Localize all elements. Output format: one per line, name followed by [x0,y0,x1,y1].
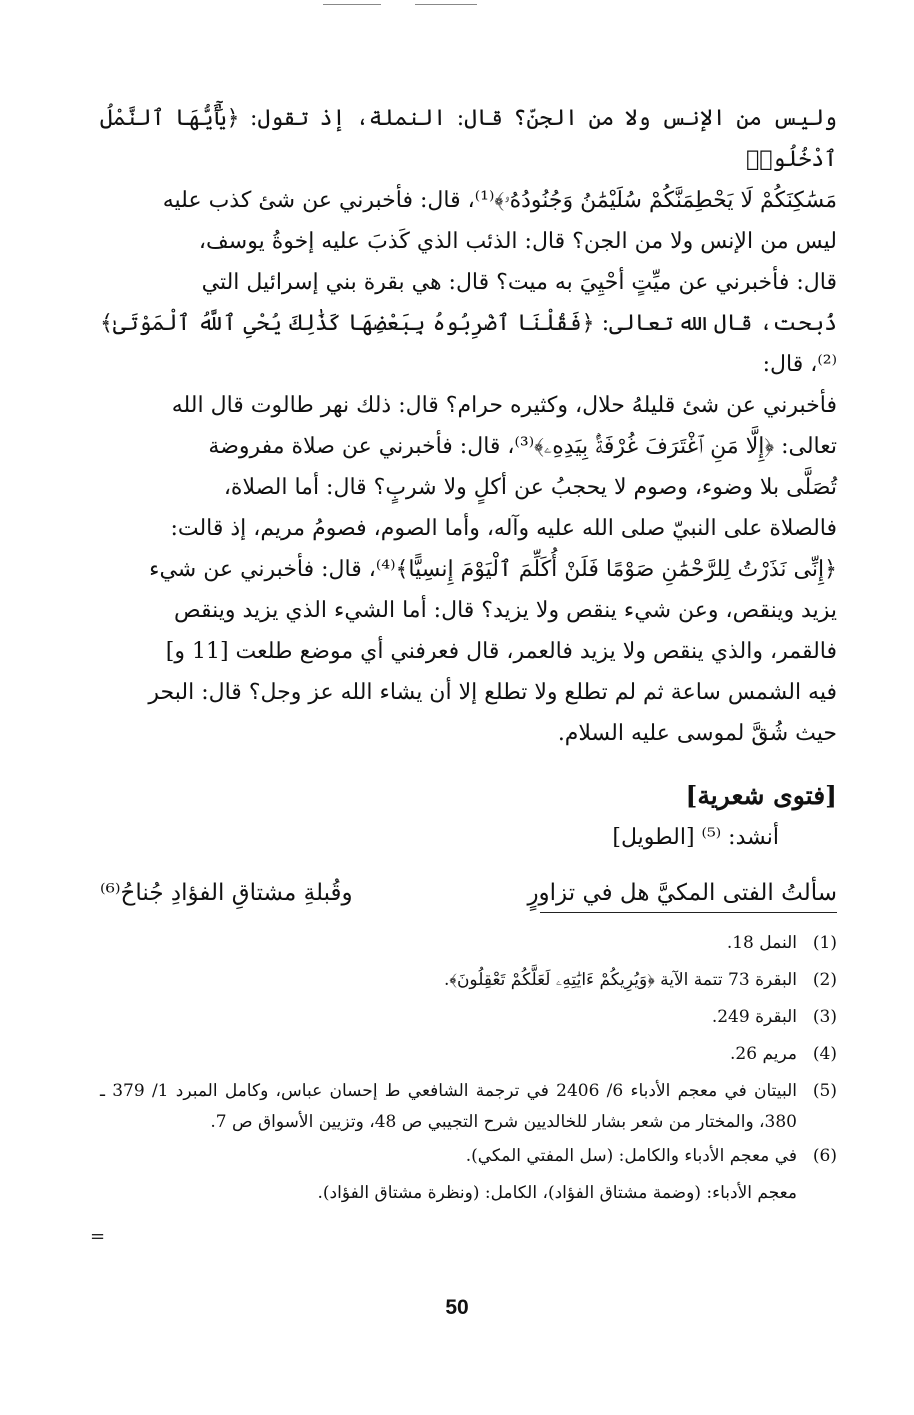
footnote-number: (1) [812,933,837,953]
header-rule-left [323,4,381,5]
footnote [100,999,837,1036]
body-line: تُصَلَّى بلا وضوء، وصوم لا يحجبُ عن أكلٍ ولا شربٍ؟ قال: أما الصلاة، [223,475,837,500]
body-line: مَسَٰكِنَكُمْ لَا يَحْطِمَنَّكُمْ سُلَيْمَٰنُ وَجُنُودُهُۥ﴾⁽¹⁾، قال: فأخبرني عن شئ كذب عليه [162,188,837,213]
footnote-number: (6) [812,1146,837,1166]
page-number: 50 [445,1296,469,1319]
poem-meter-line: أنشد: ⁽⁵⁾ [الطويل] [612,825,779,850]
body-line: ليس من الإنس ولا من الجن؟ قال: الذئب الذي كَذبَ عليه إخوةُ يوسف، [198,229,837,254]
section-heading: [فتوى شعرية] [685,781,837,810]
header-rule-right [415,4,477,5]
poem-verse [100,872,837,914]
footnote-number: (4) [812,1044,837,1064]
body-line: يزيد وينقص، وعن شيء ينقص ولا يزيد؟ قال: أما الشيء الذي يزيد وينقص [174,598,837,623]
footnote-text: مريم 26. [730,1044,797,1064]
footnote [100,1036,837,1073]
body-line: تعالى: ﴿إِلَّا مَنِ ٱغْتَرَفَ غُرْفَةًۢ بِيَدِهِۦ﴾⁽³⁾، قال: فأخبرني عن صلاة مفروضة [208,434,837,459]
margin-mark: = [90,1226,106,1247]
footnotes [100,925,837,1212]
footnote [100,925,837,962]
body-line: فالقمر، والذي ينقص ولا يزيد فالعمر، قال فعرفني أي موضع طلعت [11 و] [165,639,837,664]
top-header-rules [0,0,914,10]
footnote-text: البقرة 73 تتمة الآية ﴿وَيُرِيكُمْ ءَايَٰتِهِۦ لَعَلَّكُمْ تَعْقِلُونَ﴾. [444,970,797,990]
verse-second-hemistich: وقُبلةِ مشتاقِ الفؤادِ جُناحُ⁽⁶⁾ [100,880,353,906]
body-line: فالصلاة على النبيّ صلى الله عليه وآله، وأما الصوم، فصومُ مريم، إذ قالت: [170,516,837,541]
footnote-continuation [100,1175,837,1212]
body-line: ذُبحت، قال الله تعالى: ﴿فَقُلْنَا ٱضْرِبُوهُ بِبَعْضِهَا كَذَٰلِكَ يُحْىِ ٱللَّهُ ٱلْمَوْتَىٰ﴾⁽²⁾، قال: [100,311,838,377]
body-text [100,98,837,754]
footnote-text: النمل 18. [726,933,797,953]
footnote [100,962,837,999]
body-line: قال: فأخبرني عن ميِّتٍ أحْيِيَ به ميت؟ قال: هي بقرة بني إسرائيل التي [201,270,837,295]
body-line: فأخبرني عن شئ قليلهُ حلال، وكثيره حرام؟ قال: ذلك نهر طالوت قال الله [171,393,837,418]
body-line: وليس من الإنس ولا من الجنّ؟ قال: النملة، إذ تقول: ﴿يَٰٓأَيُّهَا ٱلنَّمْلُ ٱدْخُلُوا۟ [100,106,837,172]
footnote-text: البقرة 249. [711,1007,797,1027]
footnote-number: (3) [812,1007,837,1027]
footnote [100,1073,837,1138]
footnote-number: (5) [812,1081,837,1101]
footnote [100,1138,837,1175]
footnote-number: (2) [812,970,837,990]
page-content [100,98,837,914]
footnote-separator [540,912,837,913]
footnote-text: في معجم الأدباء والكامل: (سل المفتي المكي). [465,1146,797,1166]
verse-first-hemistich: سألتُ الفتى المكيَّ هل في تزاورٍ [527,880,837,906]
body-line: ﴿إِنِّى نَذَرْتُ لِلرَّحْمَٰنِ صَوْمًا فَلَنْ أُكَلِّمَ ٱلْيَوْمَ إِنسِيًّا﴾⁽⁴⁾، قال: فأخبرني عن شيء [149,557,837,582]
body-line: فيه الشمس ساعة ثم لم تطلع ولا تطلع إلا أن يشاء الله عز وجل؟ قال: البحر [148,680,837,705]
body-line: حيث شُقَّ لموسى عليه السلام. [557,721,837,746]
footnote-text: البيتان في معجم الأدباء 6/ 2406 في ترجمة الشافعي ط إحسان عباس، وكامل المبرد 1/ 379 ـ 380، والمختار من شعر بشار للخالديين شرح التجيبي ص 48، وتزيين الأسواق ص 7. [100,1081,797,1132]
footnote-continuation-text: معجم الأدباء: (وضمة مشتاق الفؤاد)، الكامل: (ونظرة مشتاق الفؤاد). [317,1183,797,1203]
